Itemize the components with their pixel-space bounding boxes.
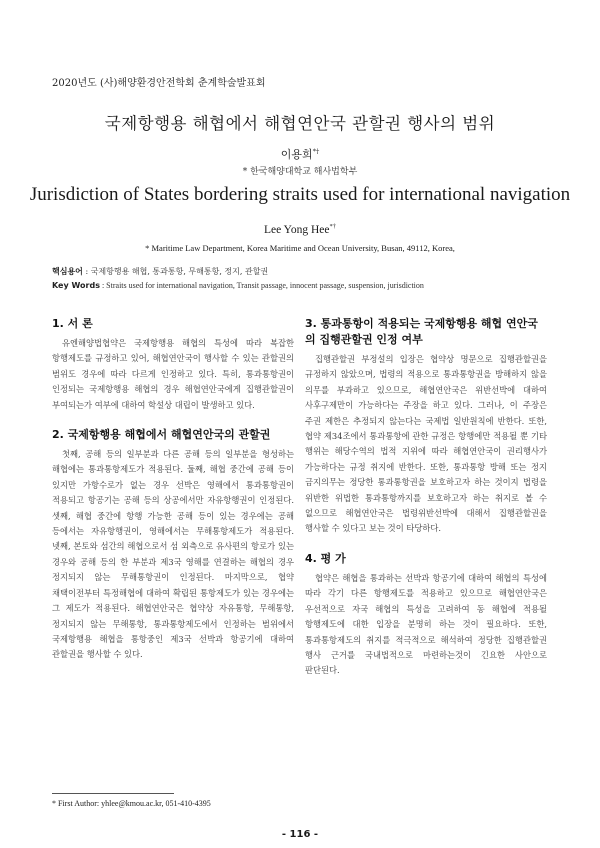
english-affiliation: * Maritime Law Department, Korea Maritime and Ocean University, Busan, 49112, Korea,: [145, 243, 455, 253]
section-2-body: 첫째, 공해 등의 일부분과 다른 공해 등의 일부분을 형성하는 해협에는 통과통항제도가 적용된다. 둘째, 해협 중간에 공해 등이 있지만 가항수로가 없는 경우 선박은 영해에서 통과통항권이 적용되고 항공기는 공해 등의 상공에서만 자유항행권이 인정된다. 셋째, 해협 중간에 항행 가능한 공해 등이 있는 경우에는 공해 등에서는 자유항행권이, 영해에서는 무해통항제도가 적용된다. 넷째, 본토와 섬간의 해협으로서 섬 외측으로 유사편의 항로가 있는 경우와 공해 등의 한 부분과 제3국 영해를 연결하는 해협의 경우 정지되지 않는 무해통항권이 인정된다. 마지막으로, 협약 채택이전부터 특정해협에 대하여 확립된 통항제도가 있는 경우에는 그 제도가 적용된다. 해협연안국은 협약상 자유통항, 무해통항, 정지되지 않는 무해통항, 통과통항제도에서 인정하는 범위에서 국제항행용 해협을 통항중인 제3국 선박과 항공기에 대하여 관할권을 행사할 수 있다.: [52, 449, 294, 660]
section-3-body: 집행관할권 부정설의 입장은 협약상 명문으로 집행관할권을 규정하지 않았으며, 법령의 적용으로 통과통항권을 방해하지 않을 의무를 부과하고 있으므로, 해협연안국은 위반선박에 대하여 사후구제만이 가능하다는 주장을 하고 있다. 그러나, 이 주장은 주권 제한은 추정되지 않는다는 국제법 일반원칙에 반한다. 또한, 협약 제34조에서 통과통항에 관한 규정은 항행에만 적용될 뿐 기타 행위는 해당수역의 법적 지위에 따라 해협연안국이 권리행사가 가능하다는 규정 취지에 반한다. 또한, 통과통항 방해 또는 정지 금지의무는 정당한 통과통항권을 보호하고자 하는 것이지 법령을 위반한 위법한 통과통항까지를 보호하고자 하는 취지로 볼 수 없으므로 해협연안국은 법령위반선박에 대해서 집행관할권을 행사할 수 있다고 보는 것이 타당하다.: [305, 354, 547, 534]
korean-author: [0, 146, 600, 162]
section-3-heading: 3. 통과통항이 적용되는 국제항행용 해협 연안국의 집행관할권 인정 여부: [305, 317, 538, 346]
english-author: [0, 223, 600, 236]
section-4-heading: 4. 평 가: [305, 551, 346, 565]
keywords-korean: [52, 266, 562, 277]
korean-affiliation: * 한국해양대학교 해사법학부: [242, 167, 358, 177]
keywords-english-text: : Straits used for international navigation, Transit passage, innocent passage, suspension, jurisdiction: [99, 281, 424, 290]
korean-title: 국제항행용 해협에서 해협연안국 관할권 행사의 범위: [104, 114, 496, 133]
keywords-english-label: Key Words: [52, 281, 100, 290]
footnote-divider: [52, 793, 174, 794]
english-author-name: Lee Yong Hee: [264, 223, 330, 236]
korean-author-name: 이용희: [280, 148, 313, 161]
korean-author-mark: *†: [312, 147, 320, 156]
section-4-body: 협약은 해협을 통과하는 선박과 항공기에 대하여 해협의 특성에 따라 각기 다른 항행제도를 적용하고 있으므로 해협연안국은 우선적으로 자국 해협의 특성을 고려하여 동 해협에 적용될 항행제도에 대한 입장을 분명히 하는 것이 필요하다. 또한, 통과통항제도의 취지를 적극적으로 해석하여 정당한 집행관할권 행사 근거를 국내법적으로 마련하는것이 긴요한 사안으로 판단된다.: [305, 572, 547, 676]
keywords-english: [52, 281, 562, 290]
left-column: [52, 316, 294, 677]
keywords-korean-label: 핵심용어: [52, 267, 83, 276]
english-title: Jurisdiction of States bordering straits used for international navigation: [29, 184, 571, 205]
section-1-heading: 1. 서 론: [52, 317, 93, 330]
page-number: - 116 -: [281, 829, 319, 840]
english-author-mark: *†: [329, 223, 336, 230]
conference-header: 2020년도 (사)해양환경안전학회 춘계학술발표회: [52, 78, 266, 89]
footnote: * First Author: yhlee@kmou.ac.kr, 051-410-4395: [52, 799, 211, 808]
section-2-heading: 2. 국제항행용 해협에서 해협연안국의 관할권: [52, 428, 271, 442]
section-1-body: 유엔해양법협약은 국제항행용 해협의 특성에 따라 복잡한 항행제도를 규정하고 있어, 해협연안국이 행사할 수 있는 관할권의 범위도 경우에 따라 다르게 인정하고 있다. 특히, 통과통항권이 인정되는 국제항행용 해협의 경우 해협연안국에게 집행관할권이 부여되는가 여부에 대하여 학설상 대립이 발생하고 있다.: [52, 338, 294, 410]
keywords-korean-text: : 국제항행용 해협, 통과통항, 무해통항, 정지, 관할권: [82, 267, 269, 276]
right-column: [305, 316, 547, 693]
